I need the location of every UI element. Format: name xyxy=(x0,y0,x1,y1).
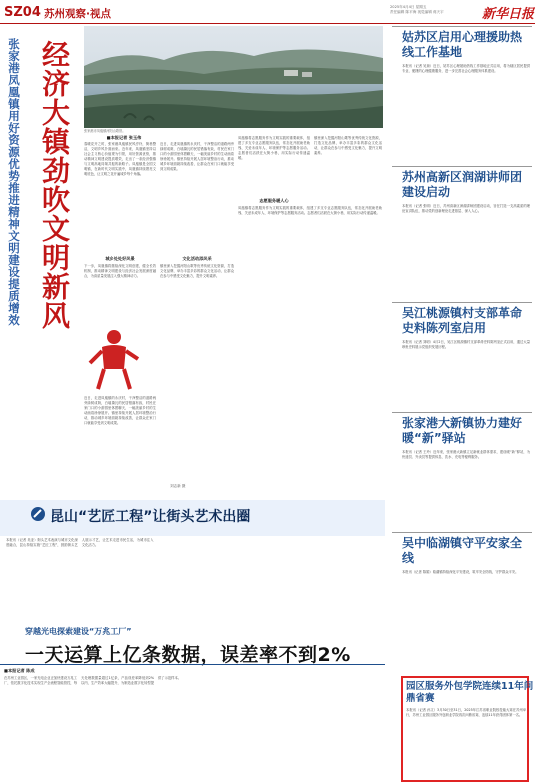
lead-subtitle: 张家港凤凰镇用好资源优势推进精神文明建设提质增效 xyxy=(7,38,21,326)
story-daxin-station-text: 本报讯（记者 王玲）近年来，张家港大新镇立足新就业群体需求，建设暖“新”驿站，为快递员、外卖员等提供休息、饮水、充电等便利服务。 xyxy=(402,450,530,459)
lead-column-8: 近日，走进凤凰镇的永庆村，干净整洁的道路两旁绿树成荫，白墙黛瓦的民居错落有致，村民在家门口的小游园里休憩聊天，一幅美丽乡村的生动画卷徐徐展开。镇里持续开展人居环境整治行动，推动城乡环境面貌持续改善，让群众在家门口就能享受到文明成果。 xyxy=(84,396,156,425)
lead-byline: ■本报记者 张玉伟 xyxy=(106,135,142,140)
right-rule-5 xyxy=(392,532,532,533)
subhead-volunteer: 志愿服务暖人心 xyxy=(259,198,289,203)
newspaper-logo: 新华日报 xyxy=(482,7,535,22)
story-hightech-lecture-text: 本报讯（记者 张明）近日，苏州高新区润湖讲师团建设启动，旨在打造一支高素质的理论宣讲队伍，推动党的创新理论走进基层、深入人心。 xyxy=(402,204,530,213)
factory-byline: ■本报记者 陈成 xyxy=(4,668,35,673)
page-number: SZ04 xyxy=(4,5,41,20)
story-suzhou-hotline-title: 姑苏区启用心理援助热线工作基地 xyxy=(402,30,523,59)
story-taoyuan-archive-title: 吴江桃源镇村支部革命史料陈列室启用 xyxy=(402,306,523,335)
story-daxin-station-title: 张家港大新镇协力建好暖“新”驿站 xyxy=(402,416,523,445)
kunshan-text: 本报讯（记者 吴亚）街头艺术表演与城市文化深度融合，昆山持续实施“艺匠工程”，鼓励街头艺人展示才艺，让艺术走进市民生活，为城市注入文化活力。 xyxy=(6,538,154,547)
section-name: 苏州观察·视点 xyxy=(44,8,111,20)
lead-illustration xyxy=(84,325,144,393)
lead-photo xyxy=(84,26,383,128)
masthead-editors: 责任编辑 陈平海 视觉编辑 蒋天宇 xyxy=(390,10,444,14)
story-linhu-safety-title: 吴中临湖镇守平安家全线 xyxy=(402,536,523,565)
lead-column-7: 镇里深入挖掘河阳山歌等优秀传统文化资源，打造文化品牌，举办丰富多彩的群众文化活动，让群众在参与中感受文化魅力，提升文明素养。 xyxy=(160,264,234,278)
lead-column-3: 凤凰镇将志愿服务作为文明实践的重要载体，组建了多支专业志愿服务队伍，常态化开展助老助残、关爱未成年人、环境保护等志愿服务活动。志愿者们活跃在大街小巷，用实际行动传递温暖。 xyxy=(238,136,310,160)
story-taoyuan-archive-text: 本报讯（记者 刘明）4月2日，吴江区桃源镇村支部革命史料陈列室正式启用，通过大量珍贵史料展示党组织发展历程。 xyxy=(402,340,530,349)
factory-kicker: 穿越光电探索建设“万兆工厂” xyxy=(25,627,132,636)
lead-column-1: 春暖花开之时，张家港凤凰镇民风淳朴，街巷整洁，文明乡风扑面而来。近年来，凤凰镇坚持以社会主义核心价值观为引领，用好资源优势，推动精神文明建设提质增效，走出了一条经济强镇与文明高地同频共振的新路子。凤凰镇是全国文明镇，在新时代文明实践中，凤凰镇持续擦亮文明底色，让文明之花开遍城乡每个角落。 xyxy=(84,142,156,176)
lead-column-6: 凤凰镇将志愿服务作为文明实践的重要载体，组建了多支专业志愿服务队伍，常态化开展助老助残、关爱未成年人、环境保护等志愿服务活动。志愿者们活跃在大街小巷，用实际行动传递温暖。 xyxy=(238,206,382,215)
right-rule-top xyxy=(392,26,532,27)
lead-title: 经济大镇劲吹文明新风 xyxy=(38,40,71,330)
kunshan-headline: 昆山“艺匠工程”让街头艺术出圈 xyxy=(50,509,251,525)
lead-column-5: 下一步，凤凰镇将继续深化文明创建，健全长效机制，推动精神文明建设与经济社会发展深度融合，为高质量发展注入强大精神动力。 xyxy=(84,264,156,278)
right-rule-2 xyxy=(392,166,532,167)
story-suzhou-hotline-text: 本报讯（记者 吴琼）近日，姑苏区心理援助热线工作基地正式启用，将为辖区居民提供专业、便捷的心理健康服务，进一步完善社会心理服务体系建设。 xyxy=(402,64,530,73)
factory-text: 在苏州工业园区，一家光电企业正加快建设万兆工厂，依托数字化技术实现生产全流程智能管控，每天处理数据量超过1亿条，产品误差率降低到2%以内，生产效率大幅提升，为制造业数字化转型提供了示范样本。 xyxy=(4,676,182,685)
right-rule-4 xyxy=(392,412,532,413)
lead-column-2: 近日，走进凤凰镇的永庆村，干净整洁的道路两旁绿树成荫，白墙黛瓦的民居错落有致，村民在家门口的小游园里休憩聊天，一幅美丽乡村的生动画卷徐徐展开。镇里持续开展人居环境整治行动，推动城乡环境面貌持续改善，让群众在家门口就能享受到文明成果。 xyxy=(160,142,234,171)
masthead-date: 2025年4月4日 星期五 xyxy=(390,5,427,9)
masthead-meta xyxy=(390,5,480,15)
lake-landscape-image xyxy=(84,26,383,128)
story-park-college-text: 本报讯（记者 孙文）3月30日至31日，2025年江苏省职业院校技能大赛在苏州举行，苏州工业园区服务外包职业学院再次问鼎省赛，连续11年获得团体第一名。 xyxy=(406,708,526,717)
story-hightech-lecture-title: 苏州高新区润湖讲师团建设启动 xyxy=(402,170,523,199)
lead-column-4: 镇里深入挖掘河阳山歌等优秀传统文化资源，打造文化品牌，举办丰富多彩的群众文化活动，让群众在参与中感受文化魅力，提升文明素养。 xyxy=(314,136,382,155)
subhead-city-scenery: 城乡处处好风景 xyxy=(105,256,135,261)
story-linhu-safety-text: 本报讯（记者 陈娟）临湖镇持续深化平安建设，筑牢安全防线，守护群众平安。 xyxy=(402,570,519,574)
red-figure-icon xyxy=(84,325,144,393)
subhead-culture: 文化活动添风采 xyxy=(182,256,212,261)
factory-headline: 一天运算上亿条数据，误差率不到2% xyxy=(25,644,351,666)
artist-credit: 刘志新 摄 xyxy=(170,484,186,488)
story-park-college-title: 园区服务外包学院连续11年问鼎省赛 xyxy=(406,681,534,704)
right-rule-3 xyxy=(392,302,532,303)
photo-caption: 张家港市凤凰镇河阳山歌馆。 xyxy=(84,129,126,133)
paintbrush-icon xyxy=(30,506,46,526)
factory-rule xyxy=(0,664,385,665)
